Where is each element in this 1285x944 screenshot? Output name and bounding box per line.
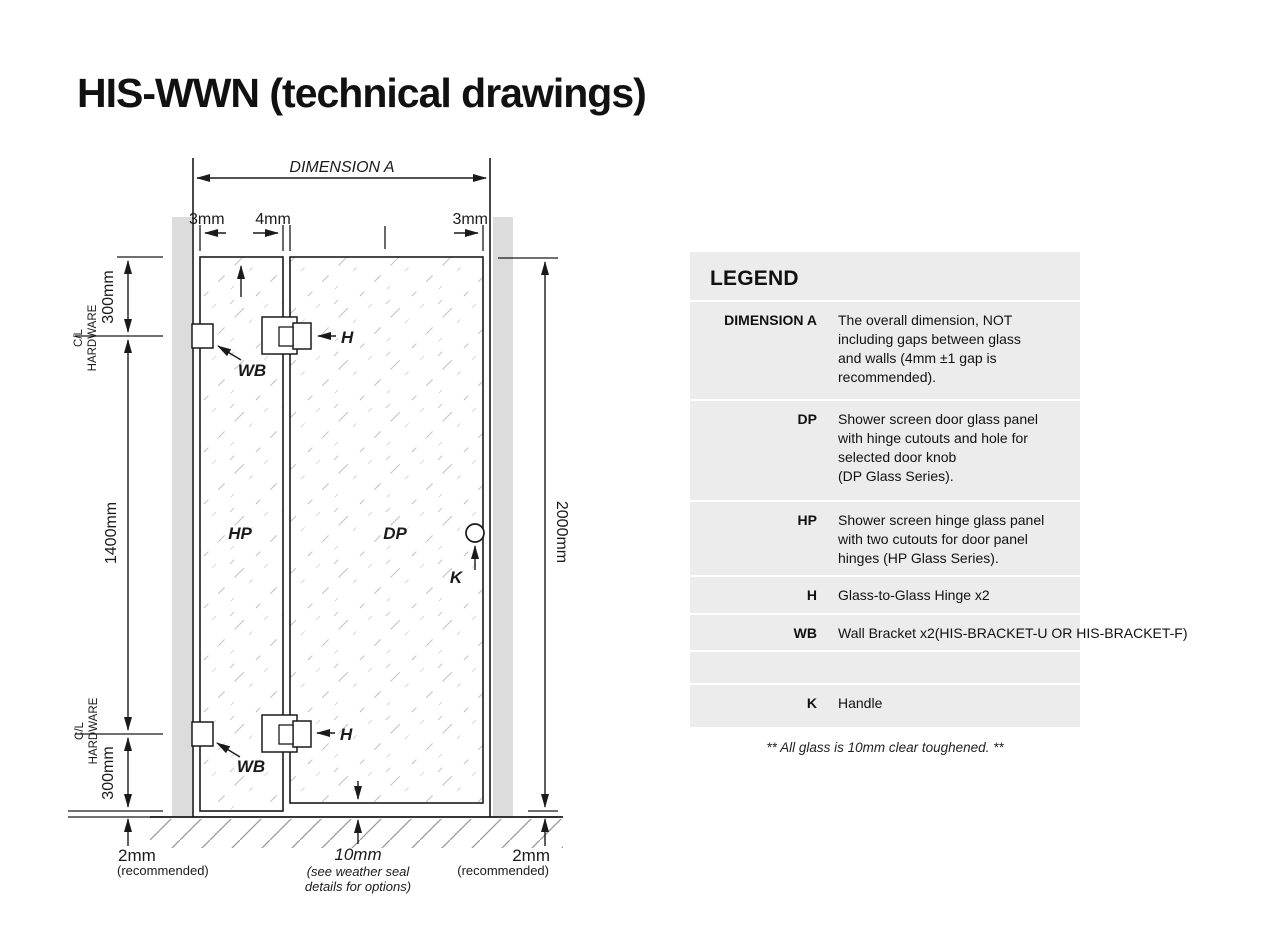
hp-panel-label: HP [228, 524, 252, 543]
legend-term: H [806, 587, 817, 603]
legend-row-h [690, 575, 1080, 613]
cl-hardware-bottom-line2: HARDWARE [88, 697, 100, 765]
legend-row-k [690, 683, 1080, 727]
left-wall [172, 217, 192, 817]
legend-row-hp [690, 500, 1080, 575]
legend-desc: Wall Bracket x2(HIS-BRACKET-U OR HIS-BRACKET-F) [838, 625, 1188, 641]
hinge-top [262, 317, 311, 354]
legend-term: HP [797, 512, 817, 528]
cl-hardware-top-line2: HARDWARE [87, 304, 99, 372]
bottom-left-note: (recommended) [117, 863, 209, 878]
legend-row-wb [690, 613, 1188, 650]
bottom-left-value: 2mm [118, 846, 156, 865]
gap-right-label: 3mm [452, 211, 488, 228]
legend-panel [690, 252, 1188, 727]
dim-300-bottom-label: 300mm [100, 746, 117, 800]
floor-hatching [150, 819, 563, 848]
legend-desc: Glass-to-Glass Hinge x2 [838, 587, 990, 603]
legend-term [690, 661, 817, 683]
gap-mid-label: 4mm [255, 211, 291, 228]
legend-row-empty [690, 650, 1080, 683]
cl-hardware-top-line1: C/L [73, 329, 85, 347]
wall-bracket-bottom [192, 722, 213, 746]
wall-bracket-top [192, 324, 213, 348]
wb-top-label: WB [237, 361, 267, 380]
bottom-mid-note2: details for options) [304, 879, 412, 894]
hinge-bottom [262, 715, 311, 752]
right-wall [493, 217, 513, 817]
bottom-right-value: 2mm [512, 846, 550, 865]
dp-panel-label: DP [383, 524, 407, 543]
k-label: K [449, 568, 463, 587]
dimension-a-label: DIMENSION A [289, 159, 395, 176]
dim-2000-label: 2000mm [553, 500, 570, 564]
legend-desc: Shower screen hinge glass panel with two cutouts for door panel hinges (HP Glass Series). [838, 512, 1045, 566]
legend-desc: Shower screen door glass panel with hinge cutouts and hole for selected door knob (DP Glass Series). [838, 411, 1039, 484]
bottom-mid-note1: (see weather seal [306, 864, 410, 879]
dim-300-top-label: 300mm [100, 270, 117, 324]
handle-knob [466, 524, 484, 542]
bottom-mid-value: 10mm [334, 845, 382, 864]
legend-term: DP [797, 411, 817, 427]
legend-desc: The overall dimension, NOT including gaps between glass and walls (4mm ±1 gap is recommended). [838, 312, 1021, 385]
legend-row-dp [690, 399, 1080, 500]
legend-header: LEGEND [710, 267, 799, 290]
cl-hardware-bottom-line1: C/L [74, 722, 86, 740]
bottom-right-note: (recommended) [457, 863, 549, 878]
glass-footnote: ** All glass is 10mm clear toughened. ** [766, 740, 1004, 755]
dim-1400-label: 1400mm [103, 501, 120, 565]
wb-bottom-label: WB [236, 757, 266, 776]
h-bottom-label: H [340, 725, 353, 744]
legend-row-dimension-a [690, 300, 1080, 399]
legend-term: DIMENSION A [724, 312, 817, 328]
gap-left-label: 3mm [189, 211, 225, 228]
legend-desc: Handle [838, 695, 883, 711]
legend-term: K [806, 695, 817, 711]
h-top-label: H [341, 328, 354, 347]
page-title: HIS-WWN (technical drawings) [77, 70, 646, 116]
legend-term: WB [793, 625, 817, 641]
